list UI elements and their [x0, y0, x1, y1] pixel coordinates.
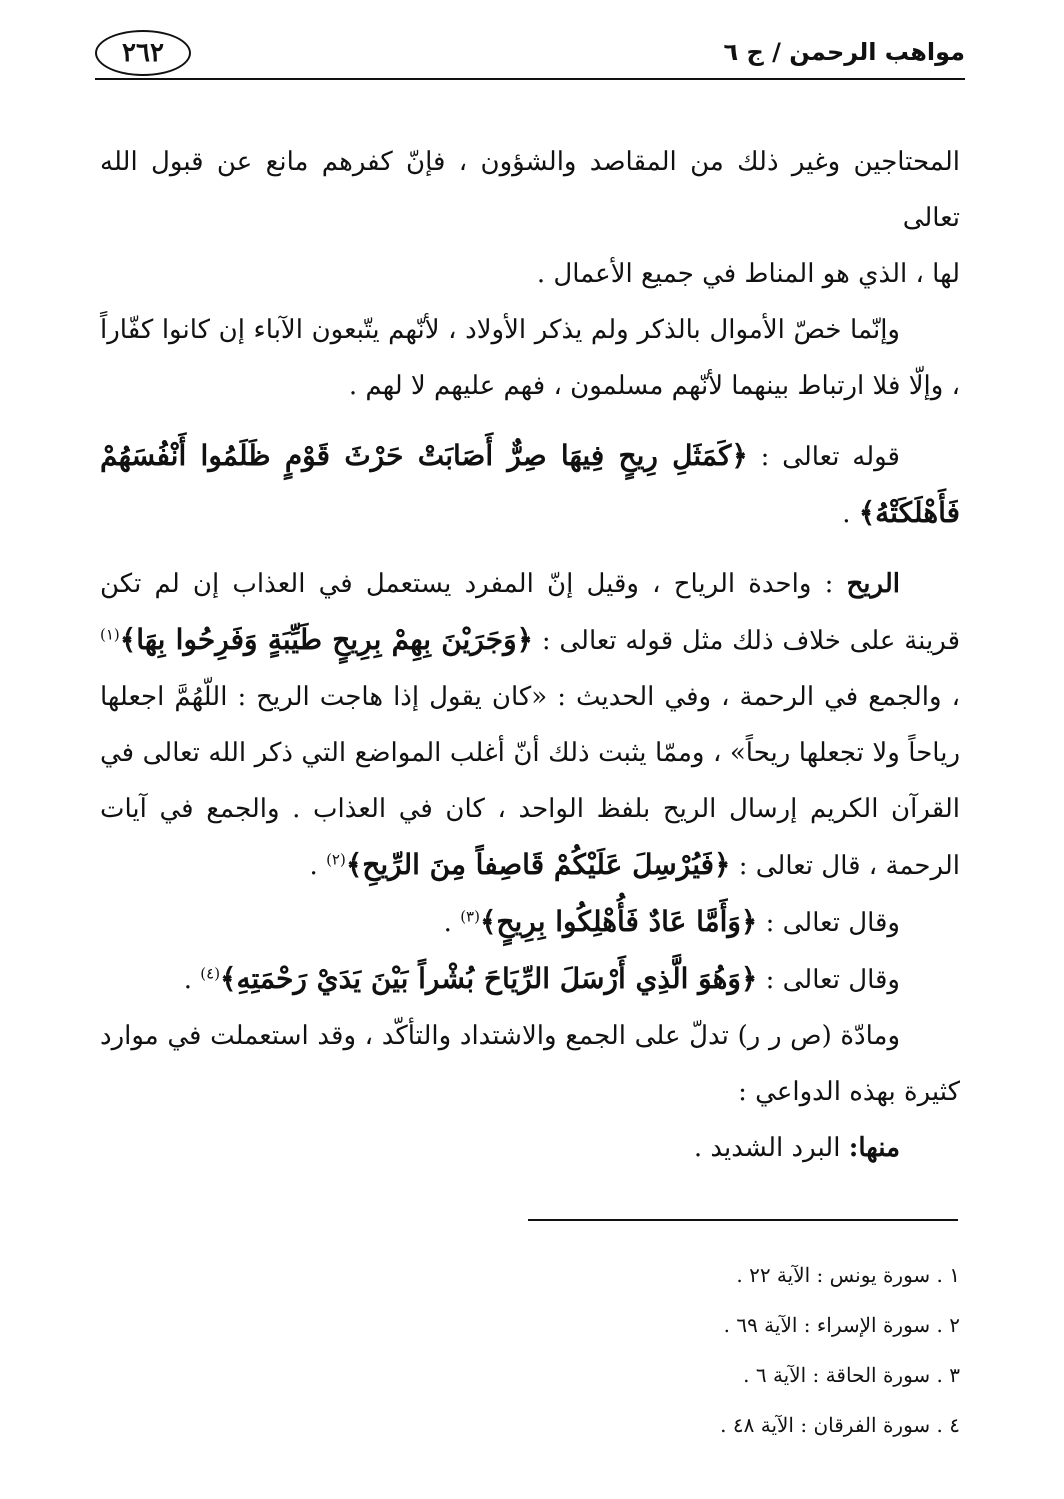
paragraph-4	[100, 556, 960, 894]
paragraph-6	[100, 951, 960, 1008]
footnote-3: ٣ . سورة الحاقة : الآية ٦ .	[743, 1363, 960, 1387]
page-header	[95, 28, 965, 86]
footnote-2: ٢ . سورة الإسراء : الآية ٦٩ .	[723, 1313, 960, 1337]
quran-verse: ﴿وَهُوَ الَّذِي أَرْسَلَ الرِّيَاحَ بُشْراً بَيْنَ يَدَيْ رَحْمَتِهِ﴾	[220, 962, 758, 995]
p6-text: وقال تعالى :	[757, 965, 900, 995]
p3-intro: قوله تعالى :	[747, 442, 900, 472]
running-title: مواهب الرحمن / ج ٦	[723, 38, 965, 66]
p5-end: .	[443, 908, 461, 938]
p1-line-2: لها ، الذي هو المناط في جميع الأعمال .	[536, 259, 960, 289]
p4-text-a: : واحدة الرياح ، وقيل إنّ المفرد يستعمل في العذاب إن لم تكن قرينة على خلاف ذلك مثل قوله تعالى :	[100, 569, 960, 656]
footnote-ref: (٣)	[460, 907, 480, 926]
quran-verse: ﴿وَجَرَيْنَ بِهِمْ بِرِيحٍ طَيِّبَةٍ وَفَرِحُوا بِهَا﴾	[119, 623, 534, 656]
p4-end: .	[309, 851, 327, 881]
page-number: ٢٦٢	[95, 30, 191, 76]
footnote-rule	[528, 1219, 958, 1221]
p8-text: البرد الشديد .	[693, 1133, 849, 1163]
footnote-ref: (٢)	[326, 850, 346, 869]
footnote-ref: (١)	[100, 625, 120, 644]
quran-verse: ﴿كَمَثَلِ رِيحٍ فِيهَا صِرٌّ أَصَابَتْ حَرْثَ قَوْمٍ ظَلَمُوا أَنْفُسَهُمْ فَأَهْلَكَتْهُ﴾	[100, 439, 960, 529]
term-minha: منها:	[848, 1133, 900, 1163]
footnote-4: ٤ . سورة الفرقان : الآية ٤٨ .	[720, 1413, 960, 1437]
footnotes	[560, 1250, 960, 1450]
p1-line-1: المحتاجين وغير ذلك من المقاصد والشؤون ، فإنّ كفرهم مانع عن قبول الله تعالى	[100, 147, 960, 233]
term-wind: الريح	[846, 569, 900, 599]
p3-end: .	[842, 499, 859, 529]
paragraph-7: ومادّة (ص ر ر) تدلّ على الجمع والاشتداد والتأكّد ، وقد استعملت في موارد كثيرة بهذه الدواعي :	[100, 1021, 960, 1107]
paragraph-3	[100, 428, 960, 542]
paragraph-5	[100, 894, 960, 951]
paragraph-8	[100, 1120, 960, 1176]
p4-text-b: ، والجمع في الرحمة ، وفي الحديث : «كان يقول إذا هاجت الريح : اللّهُمَّ اجعلها رياحاً ولا تجعلها ريحاً» ، وممّا يثبت ذلك أنّ أغلب المواضع التي ذكر الله تعالى في القرآن الكريم إرسال الريح بلفظ الواحد ، كان في العذاب . والجمع في آيات الرحمة ، قال تعالى :	[100, 682, 960, 881]
paragraph-1	[100, 134, 960, 302]
footnote-ref: (٤)	[200, 964, 221, 983]
paragraph-2: وإنّما خصّ الأموال بالذكر ولم يذكر الأولاد ، لأنّهم يتّبعون الآباء إن كانوا كفّاراً ، وإلّا فلا ارتباط بينهما لأنّهم مسلمون ، فهم عليهم لا لهم .	[100, 315, 960, 401]
header-rule	[95, 78, 965, 80]
main-text	[100, 134, 960, 1176]
quran-verse: ﴿وَأَمَّا عَادٌ فَأُهْلِكُوا بِرِيحٍ﴾	[479, 905, 758, 938]
footnote-1: ١ . سورة يونس : الآية ٢٢ .	[736, 1263, 960, 1287]
p6-end: .	[183, 965, 201, 995]
quran-verse: ﴿فَيُرْسِلَ عَلَيْكُمْ قَاصِفاً مِنَ الرِّيحِ﴾	[345, 848, 731, 881]
p5-text: وقال تعالى :	[757, 908, 900, 938]
